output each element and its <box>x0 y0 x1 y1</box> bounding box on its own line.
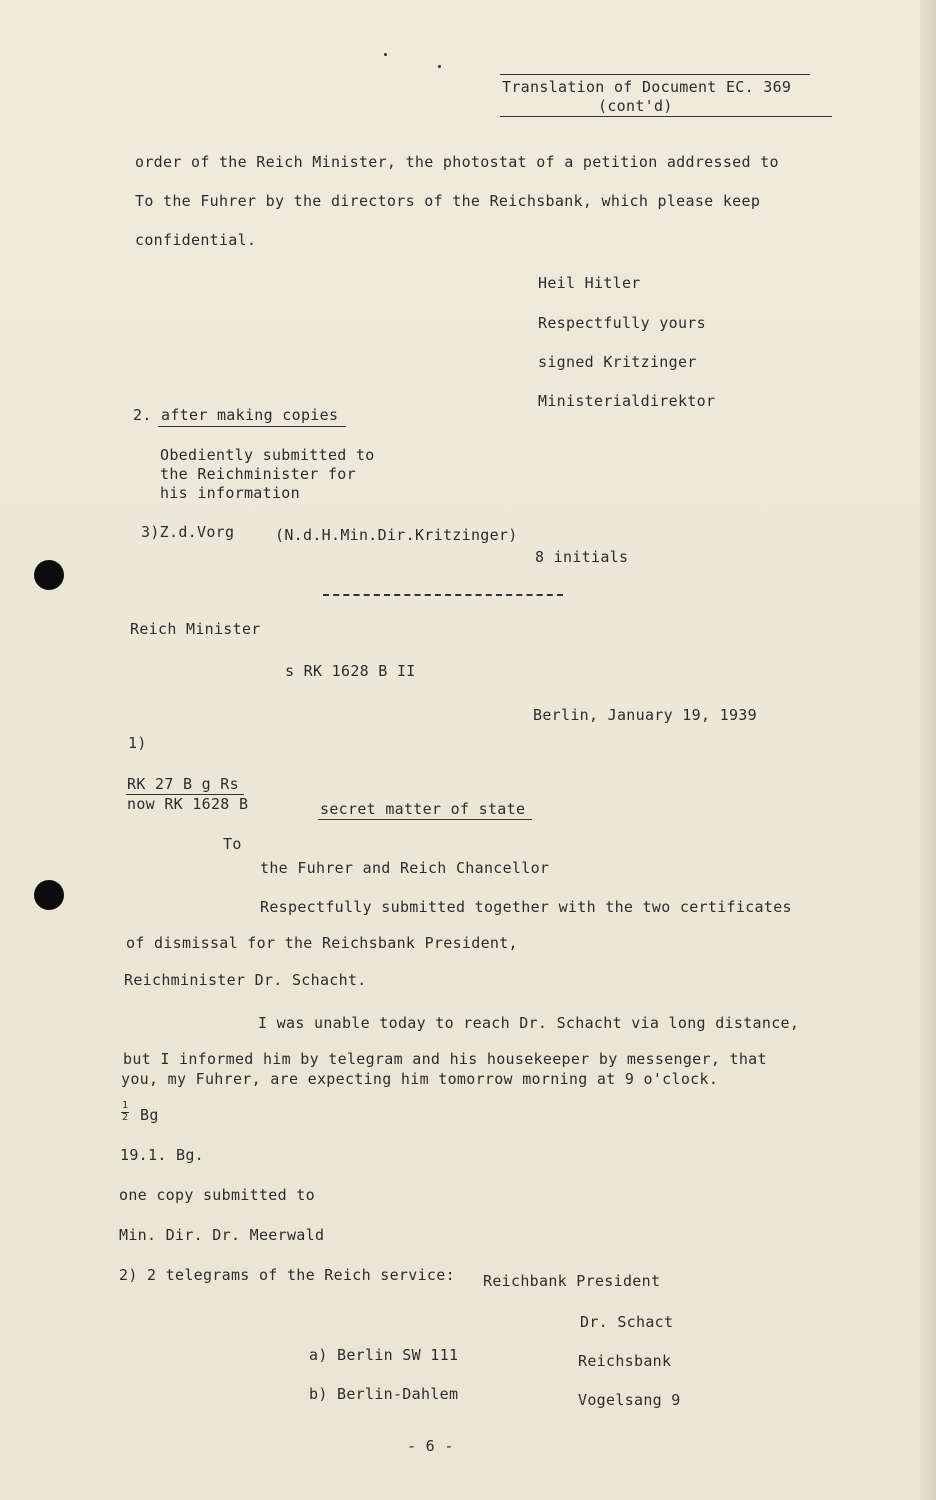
item2-underline <box>158 426 346 427</box>
punch-hole <box>34 560 64 590</box>
file-number-new: now RK 1628 B <box>127 795 249 813</box>
telegram-b-label: b) Berlin-Dahlem <box>309 1385 459 1403</box>
section-separator <box>323 594 563 596</box>
memo-number: 1) <box>128 734 147 752</box>
item2-heading: 2. after making copies <box>133 406 339 424</box>
closing-title: Ministerialdirektor <box>538 392 716 410</box>
file-number-old: RK 27 B g Rs <box>127 775 239 793</box>
item3-text: 3)Z.d.Vorg <box>141 523 235 541</box>
copy-note: one copy submitted to <box>119 1186 315 1204</box>
paragraph-line: of dismissal for the Reichsbank President, <box>126 934 518 952</box>
item2-line: Obediently submitted to <box>160 446 375 464</box>
memo-ref: s RK 1628 B II <box>285 662 416 680</box>
telegram-name: Dr. Schact <box>580 1313 674 1331</box>
classification: secret matter of state <box>320 800 526 818</box>
item2-line: his information <box>160 484 300 502</box>
paragraph-line: Reichminister Dr. Schacht. <box>124 971 367 989</box>
paragraph-line: but I informed him by telegram and his housekeeper by messenger, that <box>123 1050 767 1068</box>
fraction-numerator: 1 <box>121 1100 129 1111</box>
header-top-rule <box>500 74 810 75</box>
telegram-a-value: Reichsbank <box>578 1352 672 1370</box>
memo-from: Reich Minister <box>130 620 261 638</box>
closing-phrase: Respectfully yours <box>538 314 706 332</box>
paragraph-line: Respectfully submitted together with the two certificates <box>260 898 792 916</box>
fraction-denominator: 2 <box>121 1112 129 1123</box>
letter-line: confidential. <box>135 231 257 249</box>
page-number: - 6 - <box>407 1437 454 1455</box>
header-bottom-rule <box>500 116 832 117</box>
memo-recipient: the Fuhrer and Reich Chancellor <box>260 859 550 877</box>
header-subtitle: (cont'd) <box>598 97 673 115</box>
header-title: Translation of Document EC. 369 <box>502 78 792 96</box>
item2-line: the Reichminister for <box>160 465 356 483</box>
closing-signature: signed Kritzinger <box>538 353 697 371</box>
copy-recipient: Min. Dir. Dr. Meerwald <box>119 1226 325 1244</box>
paragraph-line: you, my Fuhrer, are expecting him tomorrow morning at 9 o'clock. <box>121 1070 719 1088</box>
closing-greeting: Heil Hitler <box>538 274 641 292</box>
item3-initials: 8 initials <box>535 548 629 566</box>
classification-underline <box>318 819 532 820</box>
punch-hole <box>34 880 64 910</box>
letter-line: To the Fuhrer by the directors of the Reichsbank, which please keep <box>135 192 761 210</box>
paragraph-line: I was unable today to reach Dr. Schacht via long distance, <box>258 1014 800 1032</box>
memo-to: To <box>223 835 242 853</box>
initials-date: 19.1. Bg. <box>120 1146 204 1164</box>
telegram-a-label: a) Berlin SW 111 <box>309 1346 459 1364</box>
telegram-b-value: Vogelsang 9 <box>578 1391 681 1409</box>
ink-speck <box>438 65 441 68</box>
letter-line: order of the Reich Minister, the photostat of a petition addressed to <box>135 153 779 171</box>
telegram-recipient: Reichbank President <box>483 1272 661 1290</box>
telegram-intro: 2) 2 telegrams of the Reich service: <box>119 1266 455 1284</box>
ink-speck <box>384 53 387 56</box>
page-edge <box>920 0 936 1500</box>
initials-bg: Bg <box>140 1106 159 1124</box>
memo-date: Berlin, January 19, 1939 <box>533 706 757 724</box>
item3-note: (N.d.H.Min.Dir.Kritzinger) <box>275 526 518 544</box>
